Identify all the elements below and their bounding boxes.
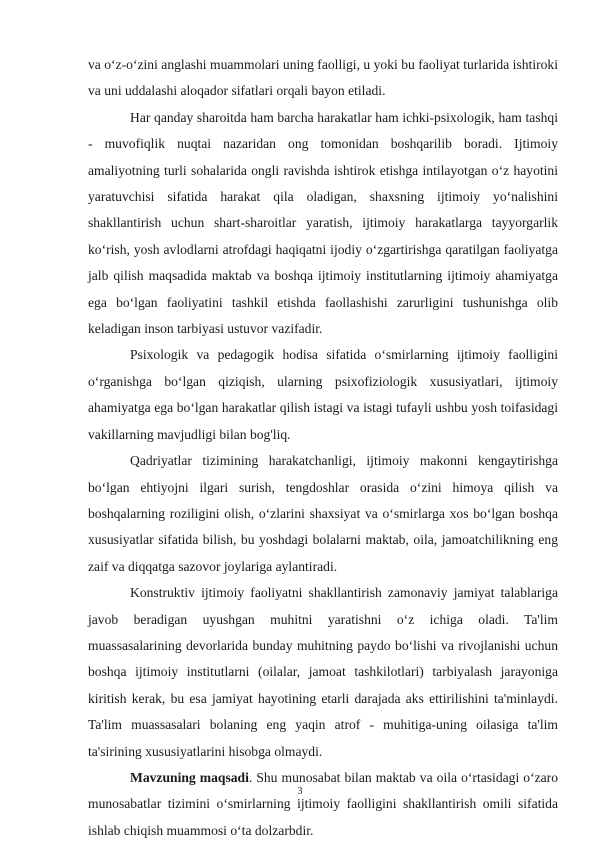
paragraph-6 (88, 765, 558, 844)
page-number: 3 (297, 786, 303, 797)
paragraph-2 (88, 105, 558, 343)
paragraph-5-text: Konstruktiv ijtimoiy faoliyatni shakllantirish zamonaviy jamiyat talablariga javob beradigan uyushgan muhitni yaratishni o‘z ichiga oladi. Ta'lim muassasalarining devorlarida bunday muhitning paydo bo‘lishi va rivojlanishi uchun boshqa ijtimoiy institutlarni (oilalar, jamoat tashkilotlari) tarbiyalash jarayoniga kiritish kerak, bu esa jamiyat hayotining etarli darajada aks ettirilishini ta'minlaydi. Ta'lim muassasalari bolaning eng yaqin atrof - muhitiga-uning oilasiga ta'lim ta'sirining xususiyatlarini hisobga olmaydi. (88, 585, 558, 759)
body-text (88, 52, 558, 844)
paragraph-5 (88, 580, 558, 765)
paragraph-3 (88, 342, 558, 448)
paragraph-1 (88, 52, 558, 105)
paragraph-4 (88, 448, 558, 580)
paragraph-4-text: Qadriyatlar tizimining harakatchanligi, ijtimoiy makonni kengaytirishga bo‘lgan ehtiyojni ilgari surish, tengdoshlar orasida o‘zini himoya qilish va boshqalarning roziligini olish, o‘zlarini shaxsiyat va o‘smirlarga xos bo‘lgan boshqa xususiyatlar sifatida bilish, bu yoshdagi bolalarni maktab, oila, jamoatchilikning eng zaif va diqqatga sazovor joylariga aylantiradi. (88, 453, 558, 574)
paragraph-2-text: Har qanday sharoitda ham barcha harakatlar ham ichki-psixologik, ham tashqi - muvofiqlik nuqtai nazaridan ong tomonidan boshqarilib boradi. Ijtimoiy amaliyotning turli sohalarida ongli ravishda ishtirok etishga intilayotgan o‘z hayotini yaratuvchisi sifatida harakat qila oladigan, shaxsning ijtimoiy yo‘nalishini shakllantirish uchun shart-sharoitlar yaratish, ijtimoiy harakatlarga tayyorgarlik ko‘rish, yosh avlodlarni atrofdagi haqiqatni ijodiy o‘zgartirishga qaratilgan faoliyatga jalb qilish maqsadida maktab va boshqa ijtimoiy institutlarning ijtimoiy ahamiyatga ega bo‘lgan faoliyatini tashkil etishda faollashishi zarurligini tushunishga olib keladigan inson tarbiyasi ustuvor vazifadir. (88, 109, 558, 337)
paragraph-3-text: Psixologik va pedagogik hodisa sifatida o‘smirlarning ijtimoiy faolligini o‘rganishga bo‘lgan qiziqish, ularning psixofiziologik xususiyatlari, ijtimoiy ahamiyatga ega bo‘lgan harakatlar qilish istagi va istagi tufayli ushbu yosh toifasidagi vakillarning mavjudligi bilan bog'liq. (88, 347, 558, 442)
paragraph-6-text: . Shu munosabat bilan maktab va oila o‘rtasidagi o‘zaro munosabatlar tizimini o‘smirlarning ijtimoiy faolligini shakllantirish omili sifatida ishlab chiqish muammosi o‘ta dolzarbdir. (88, 769, 558, 838)
topic-goal-heading: Mavzuning maqsadi (130, 769, 249, 785)
paragraph-1-text: va o‘z-o‘zini anglashi muammolari uning faolligi, u yoki bu faoliyat turlarida ishtiroki va uni uddalashi aloqador sifatlari orqali bayon etiladi. (88, 57, 558, 99)
